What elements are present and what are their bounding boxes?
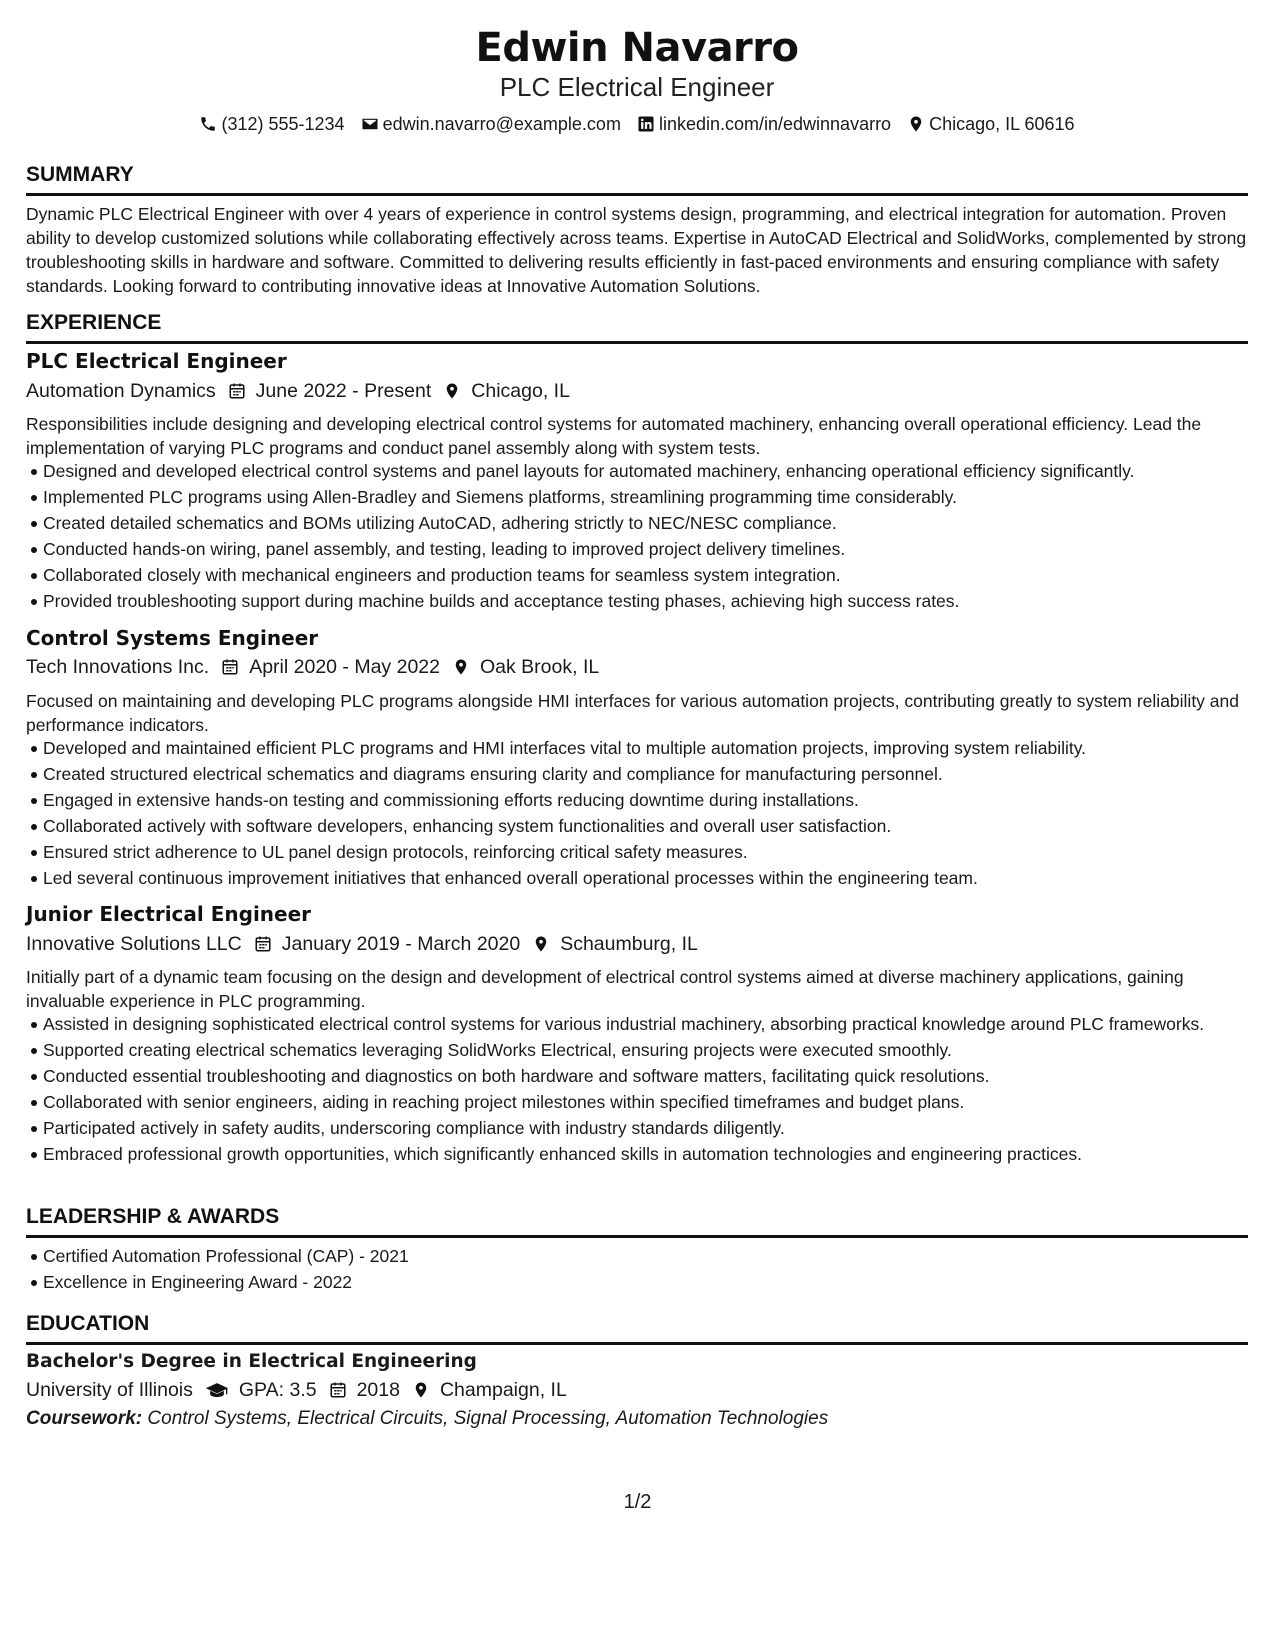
location-pin-icon: [907, 115, 925, 133]
job-title: Control Systems Engineer: [26, 626, 319, 650]
candidate-title: PLC Electrical Engineer: [499, 72, 775, 102]
section-heading-experience: EXPERIENCE: [26, 310, 1248, 344]
education-coursework: [26, 1407, 828, 1431]
location-pin-icon: [532, 935, 550, 953]
list-item: Participated actively in safety audits, underscoring compliance with industry standards diligently.: [26, 1117, 1248, 1140]
list-item: Excellence in Engineering Award - 2022: [26, 1271, 1248, 1294]
contact-email-text[interactable]: edwin.navarro@example.com: [382, 114, 621, 134]
phone-icon: [199, 115, 217, 133]
location-pin-icon: [443, 382, 461, 400]
list-item: Embraced professional growth opportunities, which significantly enhanced skills in automation technologies and engineering practices.: [26, 1143, 1248, 1166]
section-heading-leadership: LEADERSHIP & AWARDS: [26, 1204, 1248, 1238]
contact-email[interactable]: [361, 112, 621, 136]
contact-location: [907, 112, 1074, 136]
job-company: Automation Dynamics: [26, 380, 216, 402]
list-item: Developed and maintained efficient PLC programs and HMI interfaces vital to multiple automation projects, improving system reliability.: [26, 737, 1248, 760]
contact-linkedin[interactable]: [637, 112, 891, 136]
linkedin-icon: [637, 115, 655, 133]
contact-phone: [199, 112, 344, 136]
job-description: Responsibilities include designing and developing electrical control systems for automated machinery, enhancing overall operational efficiency. Lead the implementation of varying PLC programs and conduct panel assembly along with system tests.: [26, 414, 1202, 458]
summary-text: Dynamic PLC Electrical Engineer with over 4 years of experience in control systems design, programming, and electrical integration for automation. Proven ability to develop customized solutions while collaborating effectively across teams. Expertise in AutoCAD Electrical and SolidWorks, complemented by strong troubleshooting skills in hardware and software. Committed to delivering results efficiently in fast-paced environments and ensuring compliance with safety standards. Looking forward to contributing innovative ideas at Innovative Automation Solutions.: [26, 204, 1247, 296]
job-location: Schaumburg, IL: [560, 933, 698, 955]
list-item: Provided troubleshooting support during machine builds and acceptance testing phases, achieving high success rates.: [26, 590, 1248, 613]
contact-linkedin-text[interactable]: linkedin.com/in/edwinnavarro: [658, 114, 892, 134]
list-item: Implemented PLC programs using Allen-Bradley and Siemens platforms, streamlining programming time considerably.: [26, 486, 1248, 509]
list-item: Collaborated with senior engineers, aiding in reaching project milestones within specified timeframes and budget plans.: [26, 1091, 1248, 1114]
education-year: 2018: [356, 1379, 400, 1401]
job-meta: [26, 931, 698, 957]
list-item: Collaborated closely with mechanical engineers and production teams for seamless system integration.: [26, 564, 1248, 587]
location-pin-icon: [412, 1381, 430, 1399]
section-heading-summary: SUMMARY: [26, 162, 1248, 196]
coursework-text: Control Systems, Electrical Circuits, Signal Processing, Automation Technologies: [147, 1408, 829, 1429]
job-company: Innovative Solutions LLC: [26, 933, 242, 955]
job-dates: January 2019 - March 2020: [281, 933, 521, 955]
contact-phone-text: (312) 555-1234: [221, 114, 345, 134]
job-meta: [26, 654, 599, 680]
location-pin-icon: [452, 658, 470, 676]
calendar-icon: [329, 1381, 347, 1399]
list-item: Engaged in extensive hands-on testing and commissioning efforts reducing downtime during installations.: [26, 789, 1248, 812]
list-item: Created structured electrical schematics and diagrams ensuring clarity and compliance for manufacturing personnel.: [26, 763, 1248, 786]
education-degree: Bachelor's Degree in Electrical Engineering: [26, 1351, 477, 1372]
calendar-icon: [221, 658, 239, 676]
job-bullets: [26, 460, 1248, 616]
calendar-icon: [228, 382, 246, 400]
list-item: Assisted in designing sophisticated electrical control systems for various industrial machinery, absorbing practical knowledge around PLC frameworks.: [26, 1013, 1248, 1036]
job-bullets: [26, 737, 1248, 893]
list-item: Created detailed schematics and BOMs utilizing AutoCAD, adhering strictly to NEC/NESC compliance.: [26, 512, 1248, 535]
education-meta: [26, 1377, 567, 1403]
list-item: Conducted hands-on wiring, panel assembly, and testing, leading to improved project delivery timelines.: [26, 538, 1248, 561]
list-item: Conducted essential troubleshooting and diagnostics on both hardware and software matters, facilitating quick resolutions.: [26, 1065, 1248, 1088]
job-company: Tech Innovations Inc.: [26, 656, 210, 678]
job-description: Initially part of a dynamic team focusing on the design and development of electrical control systems aimed at diverse machinery applications, gaining invaluable experience in PLC programming.: [26, 967, 1184, 1011]
education-location: Champaign, IL: [439, 1379, 567, 1401]
job-description: Focused on maintaining and developing PLC programs alongside HMI interfaces for various automation projects, contributing greatly to system reliability and performance indicators.: [26, 691, 1239, 735]
list-item: Ensured strict adherence to UL panel design protocols, reinforcing critical safety measures.: [26, 841, 1248, 864]
list-item: Supported creating electrical schematics leveraging SolidWorks Electrical, ensuring projects were executed smoothly.: [26, 1039, 1248, 1062]
coursework-label: Coursework:: [26, 1408, 143, 1429]
list-item: Led several continuous improvement initiatives that enhanced overall operational processes within the engineering team.: [26, 867, 1248, 890]
education-gpa: GPA: 3.5: [238, 1379, 317, 1401]
education-school: University of Illinois: [26, 1379, 193, 1401]
list-item: Collaborated actively with software developers, enhancing system functionalities and overall user satisfaction.: [26, 815, 1248, 838]
calendar-icon: [254, 935, 272, 953]
job-title: Junior Electrical Engineer: [26, 902, 312, 926]
contact-bar: [26, 112, 1248, 136]
envelope-icon: [361, 115, 379, 133]
list-item: Certified Automation Professional (CAP) - 2021: [26, 1245, 1248, 1268]
section-heading-education: EDUCATION: [26, 1311, 1248, 1345]
job-meta: [26, 378, 570, 404]
job-bullets: [26, 1013, 1248, 1169]
job-location: Chicago, IL: [471, 380, 570, 402]
job-dates: June 2022 - Present: [255, 380, 432, 402]
list-item: Designed and developed electrical control systems and panel layouts for automated machinery, enhancing operational efficiency significantly.: [26, 460, 1248, 483]
job-location: Oak Brook, IL: [479, 656, 600, 678]
leadership-list: [26, 1245, 1248, 1297]
contact-location-text: Chicago, IL 60616: [929, 114, 1075, 134]
page-number: 1/2: [623, 1491, 652, 1513]
graduation-cap-icon: [205, 1381, 229, 1399]
candidate-name: Edwin Navarro: [475, 25, 799, 71]
job-title: PLC Electrical Engineer: [26, 349, 287, 373]
job-dates: April 2020 - May 2022: [249, 656, 440, 678]
